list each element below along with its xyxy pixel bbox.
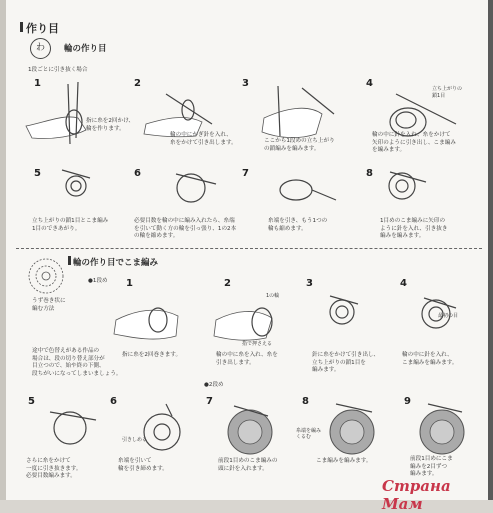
tail-label: 糸端を編みくるむ bbox=[296, 428, 322, 440]
round-label: ●1段め bbox=[88, 278, 108, 284]
ring-illustration bbox=[389, 172, 426, 199]
row3-illustrations bbox=[106, 280, 482, 348]
step-caption: 輪の中に針を入れ、 こま編みを編みます。 bbox=[402, 352, 458, 366]
step-caption: 針に糸をかけて引き出し、 立ち上がりの鎖1目を 編みます。 bbox=[312, 352, 380, 373]
chain-label: 立ち上がりの 鎖1目 bbox=[432, 86, 463, 99]
step-number: 5 bbox=[28, 396, 35, 407]
ring-illustration bbox=[330, 404, 374, 454]
hand-illustration bbox=[114, 308, 178, 339]
step-number: 1 bbox=[34, 78, 41, 89]
step-caption: 糸端を引き、もう1つの 輪も縮めます。 bbox=[268, 218, 328, 232]
ring-illustration bbox=[176, 174, 216, 202]
step-caption: 指に糸を2回巻きます。 bbox=[122, 352, 182, 358]
step-number: 8 bbox=[366, 168, 373, 179]
step-number: 2 bbox=[224, 278, 231, 289]
color-change-note: 途中で色替えがある作品の 場合は、段の切り替え部分が 目立つので、始や終の下側、 段ちがいになってしまいましょう。 bbox=[32, 348, 122, 377]
subsection-title: 輪の作り目でこま編み bbox=[73, 258, 159, 268]
row2-illustrations bbox=[16, 166, 486, 216]
hand-illustration bbox=[262, 86, 334, 138]
ring-illustration bbox=[280, 180, 336, 200]
step-caption: 前段1目めにこま 編みを2目ずつ 編みます。 bbox=[410, 456, 453, 477]
step-number: 2 bbox=[134, 78, 141, 89]
hook-illustration bbox=[144, 94, 212, 137]
ring-illustration bbox=[62, 170, 90, 196]
step-number: 5 bbox=[34, 168, 41, 179]
ring-illustration bbox=[420, 404, 464, 454]
step-caption: 1目めのこま編みに矢印の ように針を入れ、引き抜き 編みを編みます。 bbox=[380, 218, 448, 239]
page-gutter-right bbox=[488, 0, 493, 500]
step-caption: さらに糸をかけて 一度に引き抜きます。 必要目数編みます。 bbox=[26, 458, 82, 479]
hand-illustration bbox=[26, 82, 86, 144]
tighten-label: 引きしめる bbox=[122, 437, 148, 443]
step-caption: 指に糸を2回かけ、 輪を作ります。 bbox=[86, 118, 135, 132]
step-caption: 輪の中に針を入れ、糸をかけて 矢印のように引き出し、こま編み を編みます。 bbox=[372, 132, 456, 153]
step-number: 4 bbox=[400, 278, 407, 289]
press-label: 指で押さえる bbox=[242, 341, 273, 347]
step-caption: 前段1目めのこま編みの 頭に針を入れます。 bbox=[218, 458, 278, 472]
step-caption: こま編みを編みます。 bbox=[316, 458, 372, 464]
ring-illustration bbox=[50, 412, 96, 444]
watermark: Страна Мам bbox=[382, 477, 451, 513]
method-note: うず巻き状に 編む方法 bbox=[32, 298, 66, 312]
step-caption: 輪の中にかぎ針を入れ、 糸をかけて引き出します。 bbox=[170, 132, 237, 146]
round-label: ●2段め bbox=[204, 382, 224, 388]
step-number: 6 bbox=[134, 168, 141, 179]
condition-note: 1段ごとに引き抜く場合 bbox=[28, 67, 88, 73]
step-number: 7 bbox=[242, 168, 249, 179]
ring-illustration bbox=[330, 296, 358, 324]
step-number: 3 bbox=[242, 78, 249, 89]
step-number: 3 bbox=[306, 278, 313, 289]
section-marker-icon bbox=[20, 22, 23, 32]
ring-illustration bbox=[144, 404, 180, 450]
subsection-title: 輪の作り目 bbox=[64, 44, 107, 54]
step-caption: ここから1段めの立ち上がり の鎖編みを編みます。 bbox=[264, 138, 335, 152]
loop-label: 1の輪 bbox=[266, 293, 280, 299]
step-number: 8 bbox=[302, 396, 309, 407]
ring-illustration bbox=[228, 406, 272, 454]
step-caption: 立ち上がりの鎖1目とこま編み 1目のできあがり。 bbox=[32, 218, 109, 232]
row4-illustrations bbox=[16, 398, 482, 458]
step-caption: 輪の中に糸を入れ、糸を 引き出します。 bbox=[216, 352, 278, 366]
first-stitch-label: 最初の目 bbox=[438, 313, 459, 319]
ring-badge-char: わ bbox=[35, 43, 45, 53]
book-page bbox=[6, 0, 488, 513]
section-divider bbox=[16, 248, 482, 249]
step-number: 6 bbox=[110, 396, 117, 407]
step-number: 9 bbox=[404, 396, 411, 407]
hand-illustration bbox=[214, 308, 272, 340]
step-number: 7 bbox=[206, 396, 213, 407]
step-number: 1 bbox=[126, 278, 133, 289]
ring-badge-icon bbox=[30, 38, 51, 59]
step-number: 4 bbox=[366, 78, 373, 89]
step-caption: 必要目数を輪の中に編み入れたら、糸端 を引いて動く方の輪を引っ張り、1の2本 の輪を縮めます。 bbox=[134, 218, 237, 239]
step-caption: 糸端を引いて 輪を引き締めます。 bbox=[118, 458, 168, 472]
section-marker-icon bbox=[68, 256, 71, 265]
spiral-diagram-icon bbox=[24, 256, 68, 296]
loop-illustration bbox=[390, 94, 456, 136]
section-title: 作り目 bbox=[26, 22, 59, 35]
